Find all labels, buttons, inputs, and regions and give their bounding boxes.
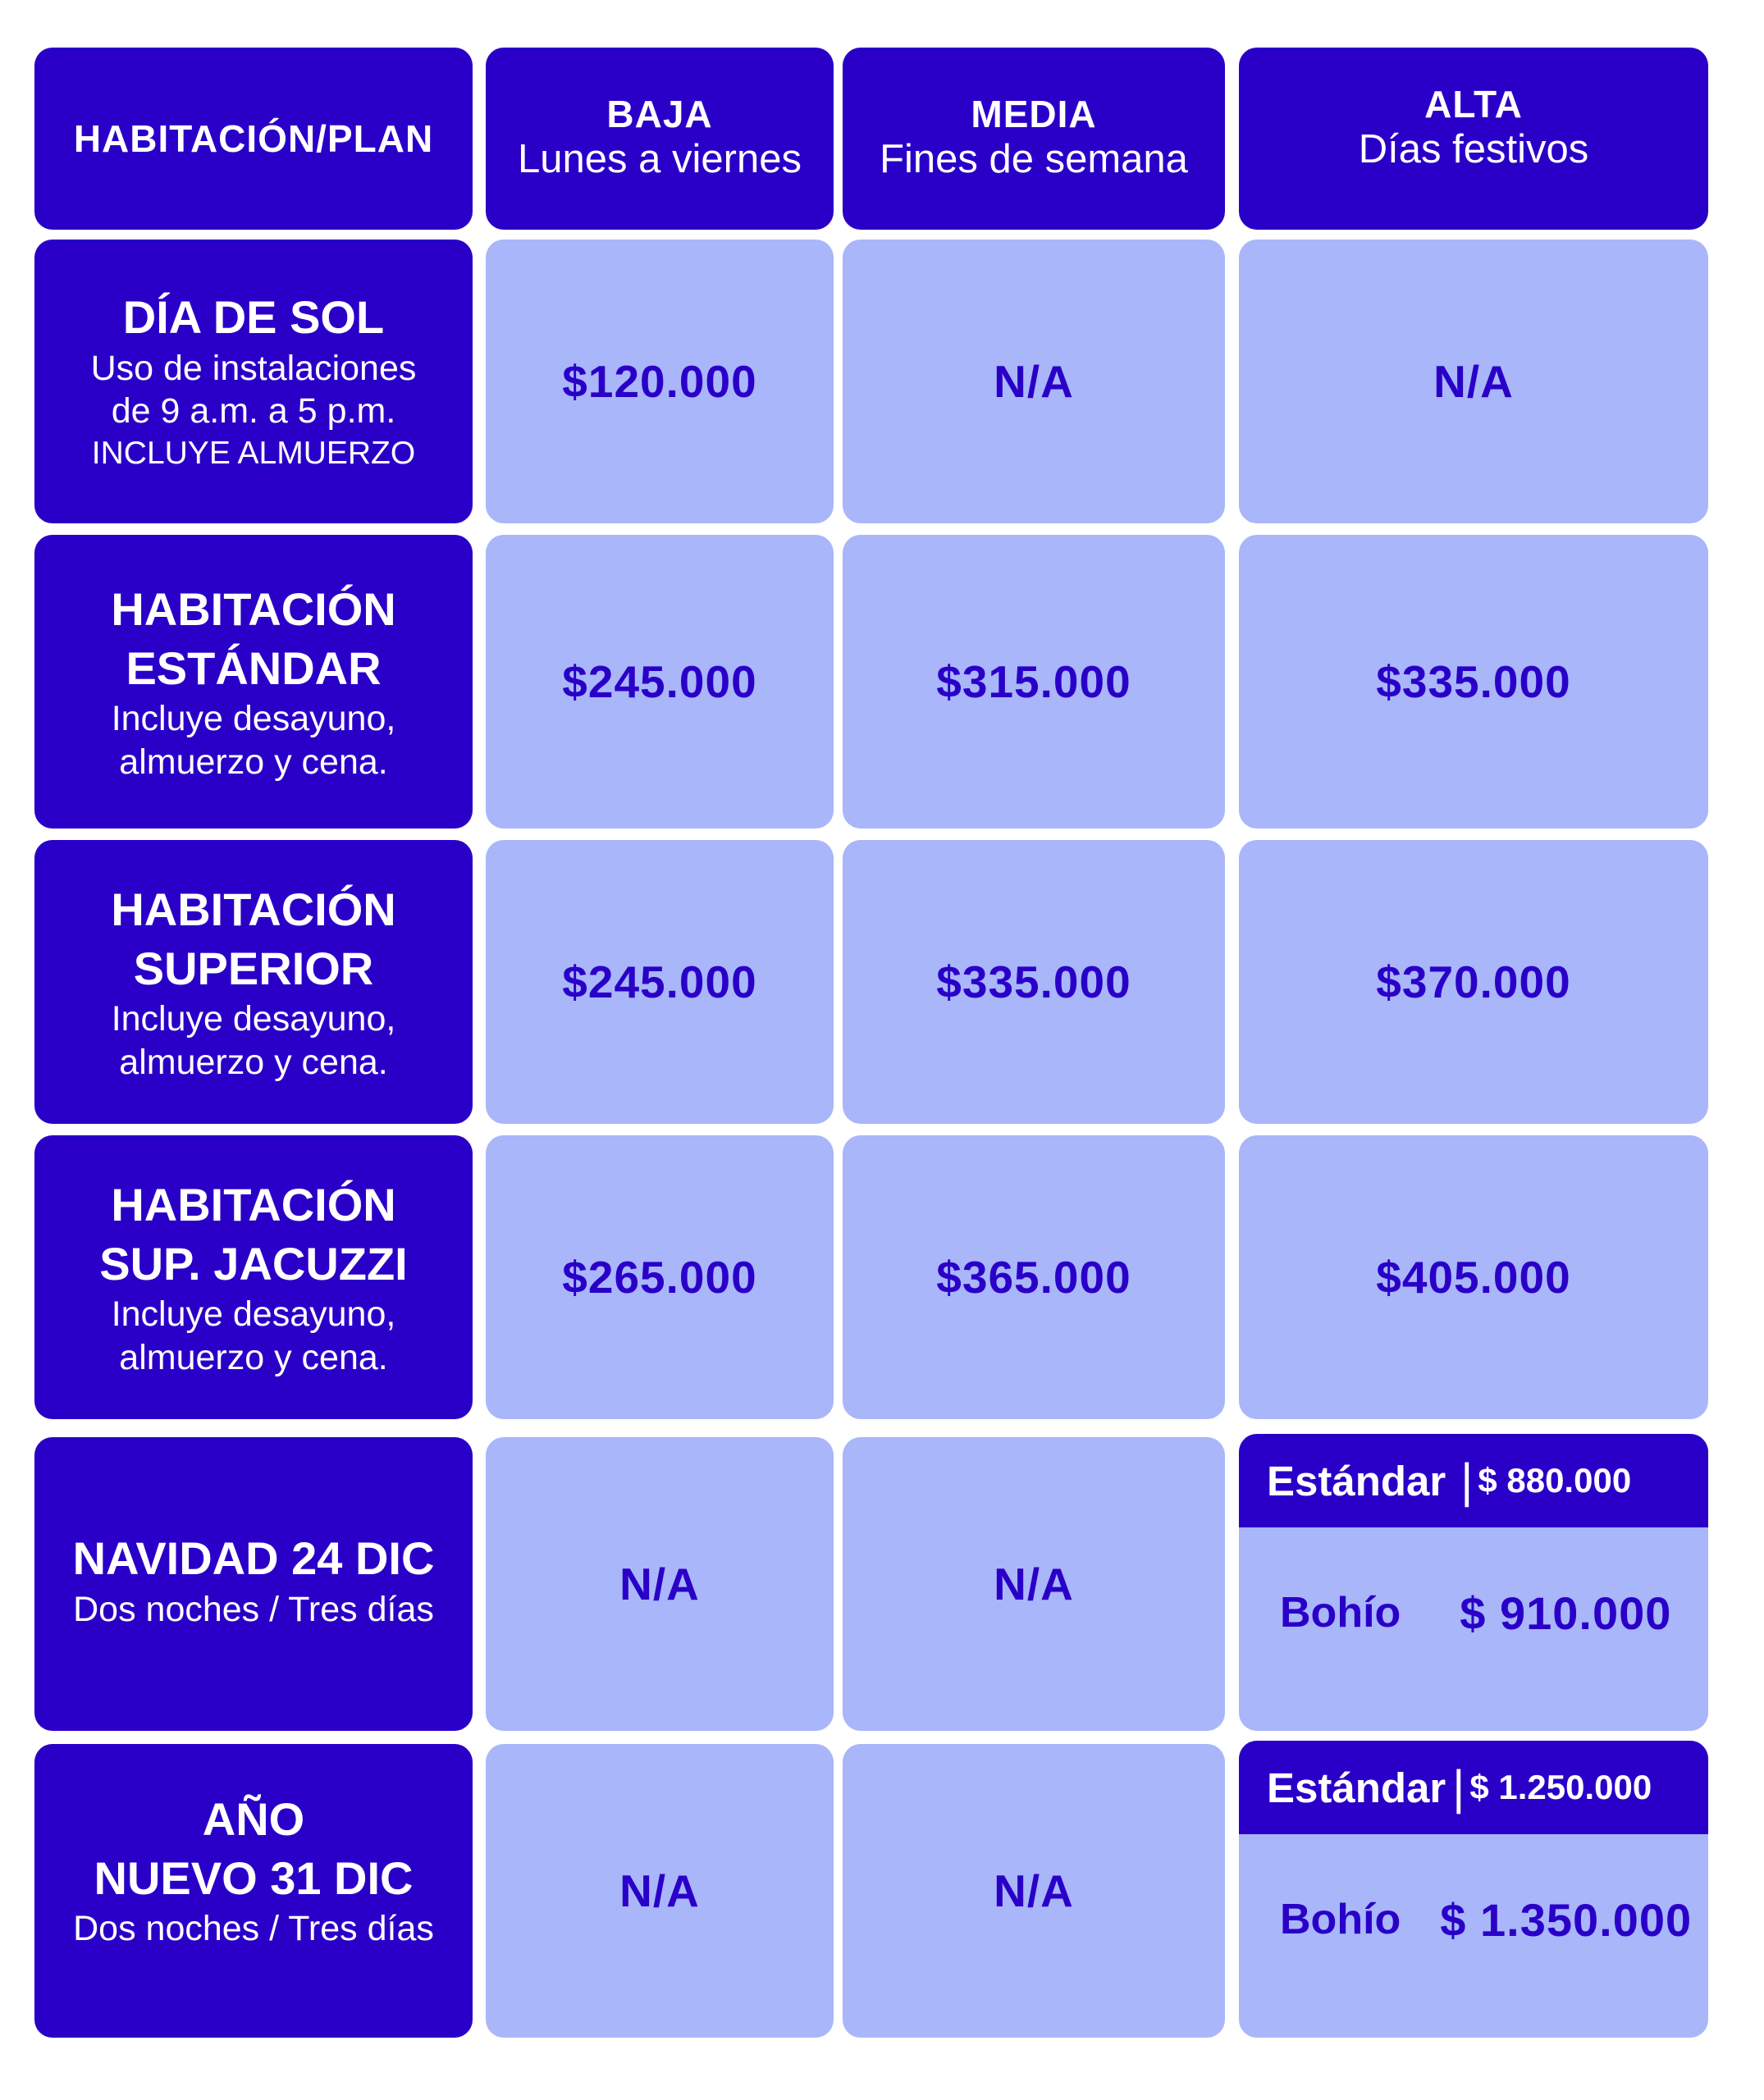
standard-label: Estándar (1267, 1457, 1446, 1504)
row-subtitle: Dos noches / Tres días (73, 1909, 434, 1949)
price-value: N/A (994, 1559, 1074, 1609)
header-media-title: MEDIA (971, 93, 1097, 136)
header-media-cell (843, 48, 1225, 230)
bohio-price: $ 910.000 (1460, 1586, 1672, 1639)
header-alta-title: ALTA (1424, 83, 1523, 126)
row-subtitle: Dos noches / Tres días (73, 1589, 434, 1629)
alta-split-cell (1239, 1434, 1708, 1731)
standard-price-bar (1239, 1741, 1708, 1834)
price-value: $335.000 (936, 956, 1131, 1007)
price-cell (486, 535, 834, 829)
bohio-price-row (1239, 1885, 1708, 1954)
row-navidad-label (34, 1437, 473, 1731)
price-value: N/A (1433, 356, 1514, 407)
price-cell (486, 1135, 834, 1419)
row-title: ESTÁNDAR (126, 641, 382, 694)
price-cell (843, 840, 1225, 1124)
price-value: $370.000 (1376, 956, 1571, 1007)
row-subtitle: INCLUYE ALMUERZO (91, 435, 416, 471)
row-habitacion-jacuzzi-label (34, 1135, 473, 1419)
price-cell (486, 840, 834, 1124)
bohio-label: Bohío (1280, 1589, 1401, 1637)
row-subtitle: almuerzo y cena. (119, 1042, 388, 1082)
header-alta-cell (1239, 48, 1708, 230)
price-cell (1239, 840, 1708, 1124)
row-title: NAVIDAD 24 DIC (72, 1532, 435, 1584)
row-subtitle: Incluye desayuno, (111, 699, 396, 739)
bohio-price: $ 1.350.000 (1440, 1893, 1693, 1946)
price-value: $335.000 (1376, 656, 1571, 707)
header-baja-title: BAJA (606, 93, 713, 136)
row-title: NUEVO 31 DIC (94, 1851, 414, 1904)
row-subtitle: de 9 a.m. a 5 p.m. (111, 391, 396, 431)
price-cell (486, 240, 834, 523)
standard-price: $ 1.250.000 (1469, 1768, 1652, 1806)
header-baja-cell (486, 48, 834, 230)
price-cell (843, 535, 1225, 829)
row-title: AÑO (202, 1793, 305, 1845)
separator: | (1460, 1454, 1474, 1508)
header-alta-subtitle: Días festivos (1358, 126, 1589, 171)
row-habitacion-superior-label (34, 840, 473, 1124)
price-cell (1239, 240, 1708, 523)
standard-price: $ 880.000 (1478, 1461, 1632, 1500)
price-cell (843, 1744, 1225, 2038)
price-cell (843, 1135, 1225, 1419)
price-cell (843, 240, 1225, 523)
price-value: $265.000 (562, 1252, 757, 1303)
row-title: HABITACIÓN (111, 883, 396, 935)
row-title: HABITACIÓN (111, 582, 396, 635)
price-value: $365.000 (936, 1252, 1131, 1303)
price-cell (1239, 1135, 1708, 1419)
row-ano-nuevo-label (34, 1744, 473, 2038)
price-value: $120.000 (562, 356, 757, 407)
row-title: HABITACIÓN (111, 1178, 396, 1230)
row-title: DÍA DE SOL (122, 291, 385, 344)
bohio-label: Bohío (1280, 1896, 1401, 1943)
price-value: N/A (619, 1865, 700, 1916)
row-title: SUPERIOR (133, 942, 374, 994)
price-cell (843, 1437, 1225, 1731)
row-subtitle: Incluye desayuno, (111, 999, 396, 1039)
row-subtitle: Uso de instalaciones (90, 349, 417, 389)
bohio-price-row (1239, 1578, 1708, 1647)
header-plan-label: HABITACIÓN/PLAN (73, 116, 434, 160)
price-value: $245.000 (562, 956, 757, 1007)
price-value: $315.000 (936, 656, 1131, 707)
row-subtitle: almuerzo y cena. (119, 742, 388, 782)
row-subtitle: Incluye desayuno, (111, 1294, 396, 1335)
price-value: $405.000 (1376, 1252, 1571, 1303)
row-habitacion-estandar-label (34, 535, 473, 829)
price-cell (486, 1744, 834, 2038)
standard-label: Estándar (1267, 1764, 1446, 1811)
alta-split-cell (1239, 1741, 1708, 2038)
separator: | (1452, 1760, 1465, 1815)
price-value: N/A (994, 1865, 1074, 1916)
header-baja-subtitle: Lunes a viernes (518, 136, 802, 181)
price-value: $245.000 (562, 656, 757, 707)
row-subtitle: almuerzo y cena. (119, 1337, 388, 1377)
price-value: N/A (619, 1559, 700, 1609)
header-media-subtitle: Fines de semana (880, 136, 1188, 181)
price-value: N/A (994, 356, 1074, 407)
row-title: SUP. JACUZZI (99, 1237, 408, 1290)
row-dia-de-sol-label (34, 240, 473, 523)
price-cell (486, 1437, 834, 1731)
price-cell (1239, 535, 1708, 829)
standard-price-bar (1239, 1434, 1708, 1527)
header-plan-cell (34, 48, 473, 230)
